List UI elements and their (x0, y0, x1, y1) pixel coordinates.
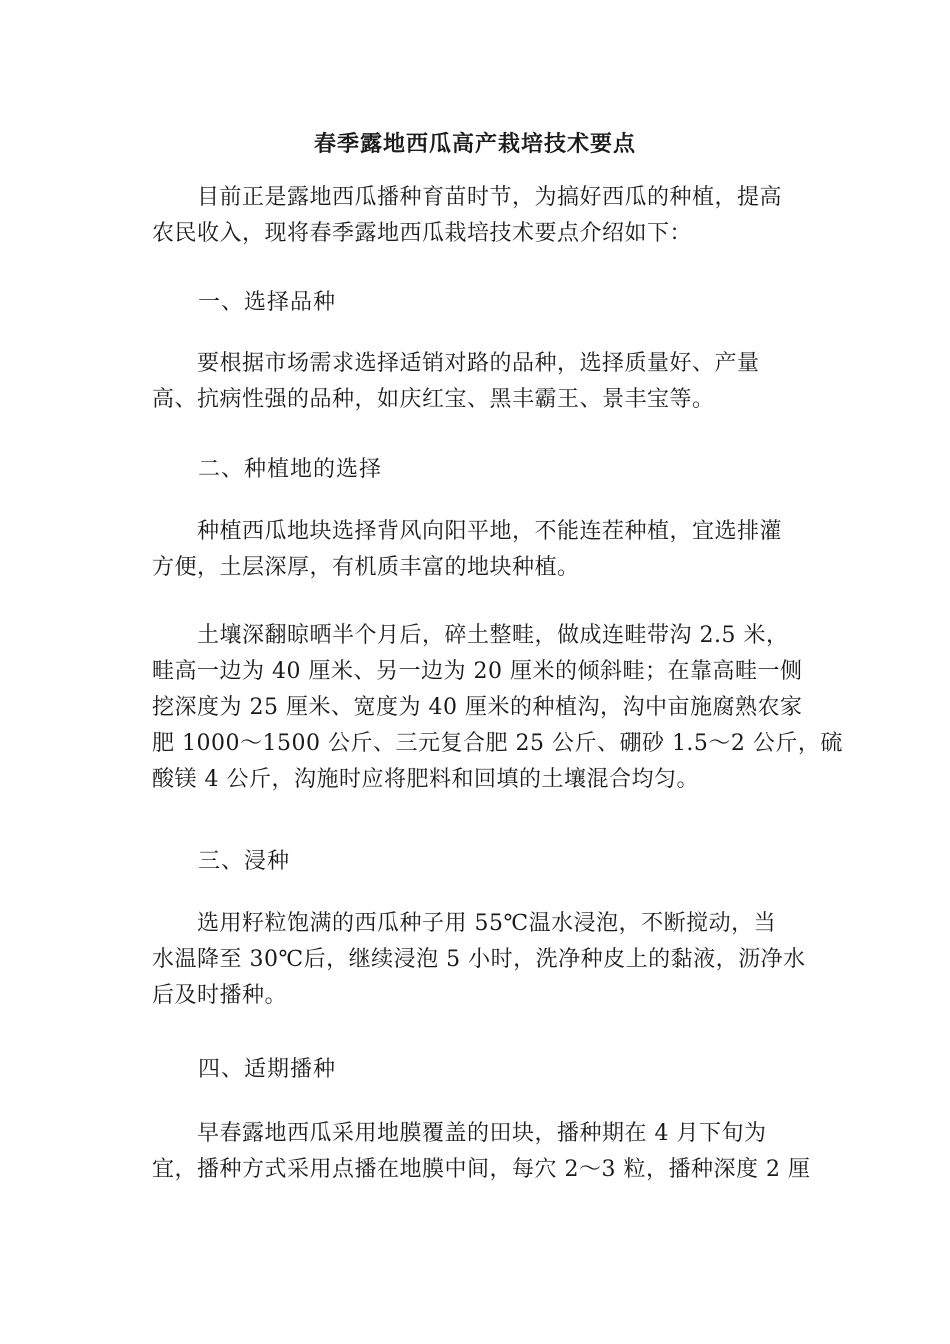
section-heading-1: 一、选择品种 (198, 290, 337, 315)
text-line: 高、抗病性强的品种，如庆红宝、黑丰霸王、景丰宝等。 (152, 387, 715, 412)
text-line: 酸镁 4 公斤，沟施时应将肥料和回填的土壤混合均匀。 (152, 767, 699, 792)
text-line: 水温降至 30℃后，继续浸泡 5 小时，洗净种皮上的黏液，沥净水 (152, 947, 806, 972)
text-line: 农民收入，现将春季露地西瓜栽培技术要点介绍如下： (152, 221, 693, 246)
text-line: 畦高一边为 40 厘米、另一边为 20 厘米的倾斜畦；在靠高畦一侧 (152, 659, 803, 684)
section3-paragraph (152, 906, 806, 1014)
document-title: 春季露地西瓜高产栽培技术要点 (313, 131, 636, 157)
text-line: 选用籽粒饱满的西瓜种子用 55℃温水浸泡，不断搅动，当 (152, 911, 777, 936)
text-line: 挖深度为 25 厘米、宽度为 40 厘米的种植沟，沟中亩施腐熟农家 (152, 695, 803, 720)
text-line: 方便，土层深厚，有机质丰富的地块种植。 (152, 555, 580, 580)
text-line: 土壤深翻晾晒半个月后，碎土整畦，做成连畦带沟 2.5 米， (152, 623, 789, 648)
text-line: 宜，播种方式采用点播在地膜中间，每穴 2～3 粒，播种深度 2 厘 (152, 1157, 811, 1182)
section-heading-2: 二、种植地的选择 (198, 457, 383, 482)
section-heading-3: 三、浸种 (198, 849, 291, 874)
text-line: 要根据市场需求选择适销对路的品种，选择质量好、产量 (152, 351, 760, 376)
text-line: 肥 1000～1500 公斤、三元复合肥 25 公斤、硼砂 1.5～2 公斤，硫 (152, 731, 843, 756)
text-line: 目前正是露地西瓜播种育苗时节，为搞好西瓜的种植，提高 (152, 185, 783, 210)
text-line: 早春露地西瓜采用地膜覆盖的田块，播种期在 4 月下旬为 (152, 1121, 767, 1146)
text-line: 后及时播种。 (152, 983, 288, 1008)
section1-paragraph (152, 346, 800, 418)
intro-paragraph (152, 180, 800, 252)
section2-paragraph-1 (152, 514, 800, 586)
text-line: 种植西瓜地块选择背风向阳平地，不能连茬种植，宜选排灌 (152, 519, 783, 544)
section-heading-4: 四、适期播种 (198, 1057, 337, 1082)
section2-paragraph-2 (152, 618, 843, 798)
section4-paragraph (152, 1116, 811, 1188)
